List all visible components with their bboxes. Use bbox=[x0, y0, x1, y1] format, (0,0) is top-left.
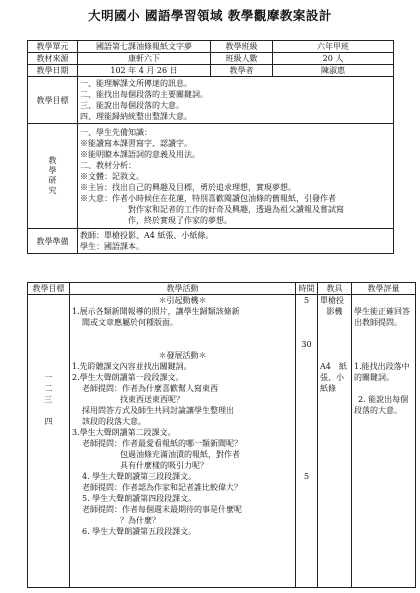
source-label: 教材來源 bbox=[28, 53, 78, 65]
source-value: 康軒六下 bbox=[78, 53, 211, 65]
tools-line: 紙條 bbox=[320, 384, 336, 393]
activity-line: 具有什麼樣的吸引力呢？ bbox=[120, 461, 208, 470]
eval-line: 2. 能說出每個 bbox=[358, 395, 409, 404]
class-label: 教學班級 bbox=[211, 41, 273, 53]
goal-column bbox=[28, 295, 70, 588]
tools-line: 單槍投 bbox=[320, 296, 344, 305]
activity-line: 5. 學生大聲朗讀第四段段課文。 bbox=[82, 494, 197, 503]
research-line: ※主旨：找出自己的興趣及目標，勇於追求理想，實現夢想。 bbox=[80, 182, 296, 192]
plan-body-row bbox=[28, 295, 416, 588]
activity-column bbox=[70, 295, 296, 588]
time-column bbox=[296, 295, 318, 588]
goals-row bbox=[28, 77, 394, 124]
header-time: 時間 bbox=[296, 283, 318, 295]
info-row bbox=[28, 41, 394, 53]
count-label: 班級人數 bbox=[211, 53, 273, 65]
goals-list bbox=[78, 77, 394, 124]
activity-line: 老師提問：作者為什麼喜歡幫人寫東西 bbox=[82, 384, 218, 393]
header-eval: 教學評量 bbox=[352, 283, 416, 295]
lesson-info-table bbox=[27, 40, 394, 254]
research-row bbox=[28, 124, 394, 229]
activity-line: 1.展示各類新聞報導的照片，讓學生歸類該條新 bbox=[72, 307, 240, 316]
activity-line: 採用問答方式及師生共同討論讓學生整理出 bbox=[82, 406, 234, 415]
activity-line: 1.先聆聽課文內容並找出關鍵詞。 bbox=[72, 362, 192, 371]
teacher-label: 教學者 bbox=[211, 65, 273, 77]
eval-line: 出教師提問。 bbox=[354, 318, 402, 327]
count-value: 20 人 bbox=[273, 53, 394, 65]
plan-header-row bbox=[28, 283, 416, 295]
date-label: 教學日期 bbox=[28, 65, 78, 77]
prep-label: 教學準備 bbox=[28, 229, 78, 254]
goal-number: 四 bbox=[44, 417, 53, 426]
activity-line: 找東西送東西呢？ bbox=[120, 395, 184, 404]
class-value: 六年甲班 bbox=[273, 41, 394, 53]
prep-content bbox=[78, 229, 394, 254]
dev-title: ＊發展活動＊ bbox=[158, 351, 207, 360]
eval-line: 1.能找出段落中 bbox=[354, 362, 410, 371]
activity-line: 老師提問：作者最愛看報紙的哪一類新聞呢？ bbox=[82, 439, 242, 448]
research-line: ※大意：作者小時候住在花蓮，特別喜歡閱讀包油條的舊報紙，引發作者 bbox=[80, 193, 336, 203]
prep-line: 教師：單槍投影、A4 紙張、小紙條。 bbox=[80, 231, 214, 240]
goal-number: 二 bbox=[44, 384, 53, 393]
research-line: ※文體：記敘文。 bbox=[80, 171, 144, 181]
unit-value: 國語第七課油條報紙文字夢 bbox=[78, 41, 211, 53]
goal-item: 一、能理解課文所傳達的訊息。 bbox=[80, 79, 192, 88]
info-row bbox=[28, 65, 394, 77]
header-activity: 教學活動 bbox=[70, 283, 296, 295]
activity-line: 2.學生大聲朗讀第一段段課文。 bbox=[72, 373, 184, 382]
time-value: 5 bbox=[303, 296, 310, 305]
goal-item: 四、理能歸納統整出整課大意。 bbox=[80, 112, 192, 121]
activity-line: 3.學生大聲朗讀第二段課文。 bbox=[72, 428, 176, 437]
activity-line: 包過油條充滿油漬的報紙，對作者 bbox=[120, 450, 240, 459]
activity-line: 6. 學生大聲朗讀第五段段課文。 bbox=[82, 527, 197, 536]
tools-line: 張、小 bbox=[320, 373, 344, 382]
activity-line: ？為什麼？ bbox=[120, 516, 160, 525]
eval-column bbox=[352, 295, 416, 588]
tools-line: 影機 bbox=[326, 307, 343, 316]
goal-number: 一 bbox=[44, 373, 53, 382]
header-goal: 教學目標 bbox=[28, 283, 70, 295]
research-label-cell bbox=[28, 124, 78, 229]
unit-label: 教學單元 bbox=[28, 41, 78, 53]
research-line: 作，終於實現了作家的夢想。 bbox=[128, 215, 232, 225]
tools-line: A4 紙 bbox=[320, 362, 347, 371]
tools-column bbox=[318, 295, 352, 588]
activity-line: 4. 學生大聲朗讀第三段段課文。 bbox=[82, 472, 197, 481]
goal-item: 三、能說出每個段落的大意。 bbox=[80, 101, 184, 110]
prep-line: 學生：國語課本。 bbox=[80, 242, 144, 251]
research-line: 二、教材分析： bbox=[80, 160, 136, 170]
time-value: 5 bbox=[303, 472, 310, 481]
info-row bbox=[28, 53, 394, 65]
activity-line: 老師提問：作者每個週末最期待的事是什麼呢 bbox=[82, 505, 242, 514]
eval-line: 學生能正確回答 bbox=[354, 307, 410, 316]
eval-line: 段落的大意。 bbox=[354, 406, 402, 415]
research-line: ※能讀寫本課習寫字、認讀字。 bbox=[80, 138, 192, 148]
research-line: 對作家和記者的工作的好奇及興趣，透過為祖父讀報及嘗試寫 bbox=[128, 204, 344, 214]
research-label: 教學研究 bbox=[48, 156, 57, 196]
teacher-value: 陳淑惠 bbox=[273, 65, 394, 77]
activity-line: 該段的段落大意。 bbox=[82, 417, 146, 426]
activity-line: 老師提問：作者認為作家和記者誰比較偉大？ bbox=[82, 483, 242, 492]
header-tools: 教具 bbox=[318, 283, 352, 295]
page-title: 大明國小 國語學習領域 教學觀摩教案設計 bbox=[88, 8, 332, 23]
date-value: 102 年 4 月 26 日 bbox=[78, 65, 211, 77]
goal-item: 二、能找出每個段落的主要關鍵詞。 bbox=[80, 90, 208, 99]
eval-line: 的關鍵詞。 bbox=[354, 373, 394, 382]
time-value: 30 bbox=[301, 340, 312, 349]
prep-row bbox=[28, 229, 394, 254]
lesson-plan-table bbox=[27, 282, 416, 588]
goals-label: 教學目標 bbox=[28, 77, 78, 124]
research-content bbox=[78, 124, 394, 229]
research-line: 一、學生先備知識： bbox=[80, 127, 152, 137]
research-line: ※能明瞭本課語詞的意義及用法。 bbox=[80, 149, 200, 159]
activity-line: 聞或文章應屬於何種版面。 bbox=[82, 318, 178, 327]
goal-number: 三 bbox=[44, 395, 52, 404]
intro-title: ＊引起動機＊ bbox=[158, 296, 207, 305]
